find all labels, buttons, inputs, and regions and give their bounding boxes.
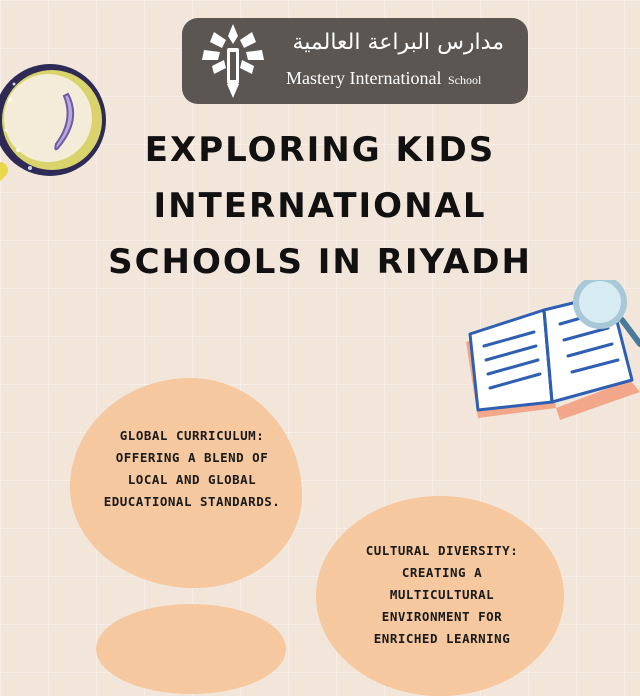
logo-english-small: School: [447, 73, 482, 87]
school-logo: [182, 18, 528, 104]
open-book-icon: [460, 280, 640, 425]
info-card-cultural-diversity: CULTURAL DIVERSITY: CREATING A MULTICULTURAL ENVIRONMENT FOR ENRICHED LEARNING: [365, 543, 519, 646]
info-card-background: [96, 604, 286, 694]
title-line: EXPLORING KIDS: [144, 130, 496, 170]
logo-english-name: [286, 68, 481, 89]
page-title: [0, 122, 640, 290]
info-card-global-curriculum: GLOBAL CURRICULUM: OFFERING A BLEND OF LOCAL AND GLOBAL EDUCATIONAL STANDARDS.: [103, 428, 281, 509]
tree-emblem-icon: [198, 22, 268, 102]
logo-arabic-name: مدارس البراعة العالمية: [292, 30, 504, 55]
title-line: INTERNATIONAL: [153, 186, 487, 226]
title-line: SCHOOLS IN RIYADH: [108, 242, 532, 282]
logo-english-main: Mastery International: [286, 68, 442, 88]
